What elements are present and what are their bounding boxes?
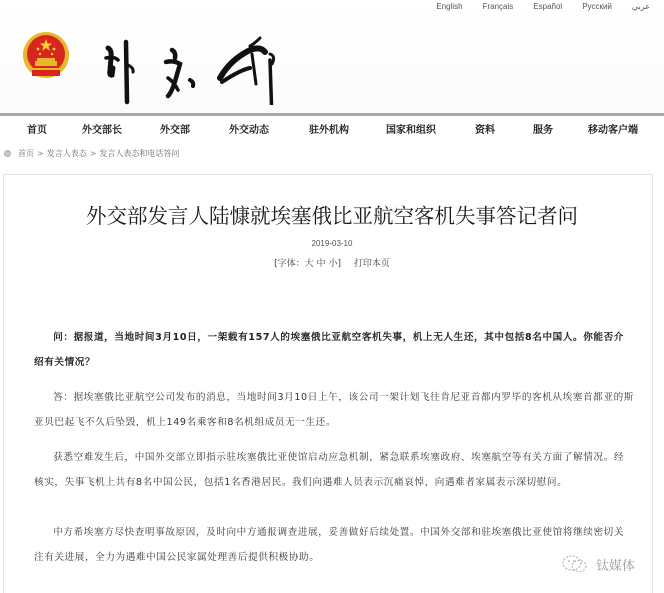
nav-item-minister[interactable]: 外交部长	[82, 125, 122, 136]
article-paragraph: 获悉空难发生后，中国外交部立即指示驻埃塞俄比亚使馆启动应急机制，紧急联系埃塞政府、埃塞航空等有关方面了解情况。经核实，失事飞机上共有8名中国公民，包括1名香港居民。我们向遇难人员表示沉痛哀悼，向遇难者家属表示深切慰问。	[34, 452, 625, 488]
breadcrumb-separator: >	[37, 148, 44, 158]
font-size-suffix: ]	[337, 259, 341, 269]
font-size-small-button[interactable]: 小	[328, 259, 338, 269]
main-nav	[0, 116, 664, 142]
nav-item-missions-abroad[interactable]: 驻外机构	[309, 125, 349, 136]
site-logo-calligraphy[interactable]	[100, 20, 290, 105]
site-header	[0, 0, 664, 113]
breadcrumb-separator: >	[89, 148, 97, 158]
article-date: 2019-03-10	[311, 239, 353, 248]
breadcrumb	[4, 146, 179, 160]
nav-item-services[interactable]: 服务	[533, 125, 553, 136]
article-paragraph: 中方希埃塞方尽快查明事故原因，及时向中方通报调查进展，妥善做好后续处置。中国外交部和驻埃塞俄比亚使馆将继续密切关注有关进展，全力为遇难中国公民家属处理善后提供积极协助。	[34, 527, 625, 563]
article-tools	[0, 256, 664, 269]
language-link-spanish[interactable]: Español	[533, 2, 563, 11]
font-size-medium-button[interactable]: 中	[316, 259, 326, 269]
breadcrumb-home[interactable]: 首页	[18, 148, 34, 158]
language-link-french[interactable]: Français	[482, 2, 514, 11]
watermark	[562, 554, 635, 574]
nav-item-resources[interactable]: 资料	[475, 125, 495, 136]
breadcrumb-current[interactable]: 发言人表态和电话答问	[99, 148, 180, 158]
font-size-large-button[interactable]: 大	[304, 259, 314, 269]
nav-item-mobile-client[interactable]: 移动客户端	[588, 125, 638, 136]
font-size-control	[274, 259, 341, 269]
language-link-english[interactable]: English	[436, 2, 463, 11]
watermark-text: 钛媒体	[596, 558, 636, 574]
nav-item-countries-organizations[interactable]: 国家和组织	[386, 125, 436, 136]
print-page-link[interactable]: 打印本页	[353, 259, 390, 269]
national-emblem-icon[interactable]	[20, 30, 72, 84]
font-size-prefix: [字体：	[274, 259, 305, 269]
breadcrumb-spokesperson[interactable]: 发言人表态	[46, 148, 87, 158]
article-paragraph-question: 问：据报道，当地时间3月10日，一架载有157人的埃塞俄比亚航空客机失事，机上无人生还，其中包括8名中国人。你能否介绍有关情况？	[34, 332, 624, 368]
wechat-icon	[562, 554, 588, 574]
language-link-russian[interactable]: Русский	[582, 2, 612, 11]
article-title: 外交部发言人陆慷就埃塞俄比亚航空客机失事答记者问	[86, 204, 578, 228]
article-paragraph-answer: 答：据埃塞俄比亚航空公司发布的消息，当地时间3月10日上午，该公司一架计划飞往肯尼亚首都内罗毕的客机从埃塞首都亚的斯亚贝巴起飞不久后坠毁，机上149名乘客和8名机组成员无一生还。	[34, 392, 634, 428]
bullet-icon	[4, 150, 11, 157]
nav-item-diplomatic-news[interactable]: 外交动态	[229, 125, 269, 136]
nav-item-home[interactable]: 首页	[27, 125, 47, 136]
language-switcher	[416, 0, 650, 14]
language-link-arabic[interactable]: عربي	[631, 2, 650, 11]
nav-item-ministry[interactable]: 外交部	[160, 125, 190, 136]
